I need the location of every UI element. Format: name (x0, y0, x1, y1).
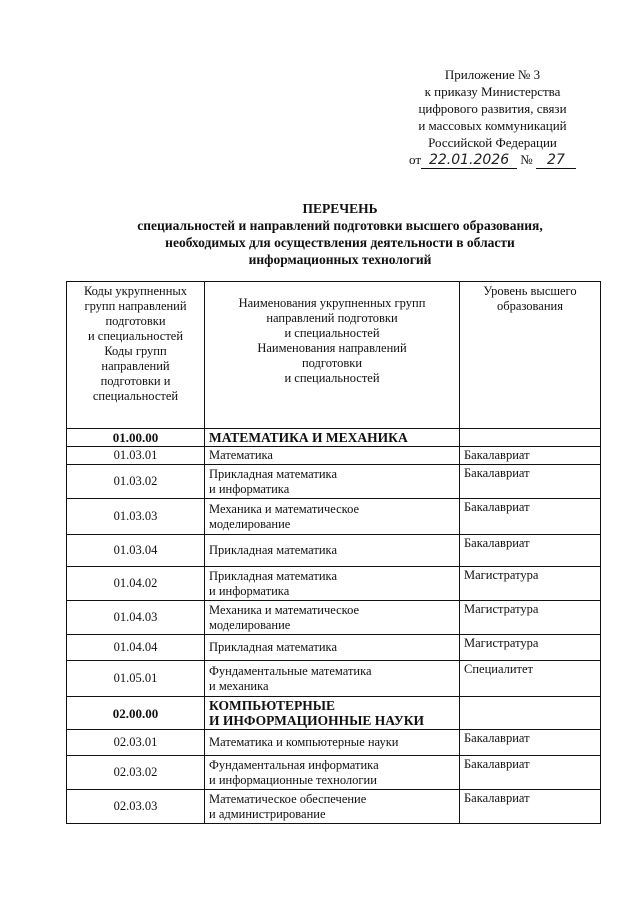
title-line: информационных технологий (248, 252, 432, 267)
order-number-label: № (520, 152, 533, 167)
table-row (67, 730, 601, 756)
name-line: Математика и компьютерные науки (209, 735, 399, 749)
document-title (100, 200, 580, 268)
header-text: Коды укрупненных (83, 284, 188, 298)
name-line: Математика (209, 448, 273, 462)
name-cell (205, 756, 460, 790)
header-text: подготовки (301, 356, 363, 370)
order-line (390, 151, 595, 169)
order-prefix: от (409, 152, 422, 167)
name-line: Механика и математическое (209, 501, 360, 516)
appendix-block (390, 66, 595, 169)
table-body (67, 282, 601, 824)
header-codes (67, 282, 205, 429)
name-cell (205, 567, 460, 601)
name-line: КОМПЬЮТЕРНЫЕ (209, 698, 336, 713)
name-line: Прикладная математика (209, 568, 337, 583)
appendix-line: и массовых коммуникаций (418, 118, 567, 133)
name-cell (205, 447, 460, 465)
group-row (67, 697, 601, 730)
level-cell: Магистратура (460, 567, 601, 601)
code-cell: 01.03.02 (67, 465, 205, 499)
appendix-line: цифрового развития, связи (418, 101, 567, 116)
group-row (67, 429, 601, 447)
name-line: Прикладная математика (209, 640, 337, 654)
level-cell: Бакалавриат (460, 465, 601, 499)
name-cell (205, 601, 460, 635)
header-text: Уровень высшего (483, 284, 577, 298)
code-cell: 02.00.00 (67, 697, 205, 730)
header-text: подготовки (105, 314, 166, 328)
code-cell: 01.03.03 (67, 499, 205, 535)
appendix-line: Российской Федерации (428, 135, 557, 150)
name-line: Прикладная математика (209, 543, 337, 557)
name-line: и информатика (209, 583, 290, 598)
title-line: специальностей и направлений подготовки высшего образования, (137, 218, 543, 233)
name-line: и администрирование (209, 806, 326, 821)
header-text: направлений подготовки (266, 311, 398, 325)
appendix-line: к приказу Министерства (424, 84, 561, 99)
name-line: моделирование (209, 617, 291, 632)
name-line: и механика (209, 678, 269, 693)
table-row (67, 790, 601, 824)
table-row (67, 465, 601, 499)
name-line: И ИНФОРМАЦИОННЫЕ НАУКИ (209, 713, 425, 728)
table-row (67, 499, 601, 535)
header-text: специальностей (92, 389, 179, 403)
header-text: направлений (101, 359, 170, 373)
table-row (67, 661, 601, 697)
title-line: необходимых для осуществления деятельности в области (165, 235, 515, 250)
code-cell: 01.03.01 (67, 447, 205, 465)
header-text: Коды групп (104, 344, 167, 358)
name-line: Механика и математическое (209, 602, 360, 617)
header-text: групп направлений (84, 299, 187, 313)
table-row (67, 635, 601, 661)
table-header-row (67, 282, 601, 429)
name-cell (205, 465, 460, 499)
code-cell: 01.03.04 (67, 535, 205, 567)
level-cell: Бакалавриат (460, 447, 601, 465)
specialties-table (66, 281, 601, 824)
table-row (67, 756, 601, 790)
name-cell (205, 429, 460, 447)
name-cell (205, 697, 460, 730)
header-level (460, 282, 601, 429)
code-cell: 01.05.01 (67, 661, 205, 697)
header-text: и специальностей (284, 371, 380, 385)
header-text: Наименования укрупненных групп (238, 296, 426, 310)
table-row (67, 535, 601, 567)
order-number: 27 (536, 153, 576, 169)
name-line: моделирование (209, 516, 291, 531)
name-cell (205, 790, 460, 824)
code-cell: 01.04.02 (67, 567, 205, 601)
table-row (67, 447, 601, 465)
level-cell: Магистратура (460, 601, 601, 635)
code-cell: 01.04.03 (67, 601, 205, 635)
name-line: Математическое обеспечение (209, 791, 367, 806)
name-line: Фундаментальные математика (209, 663, 372, 678)
header-names (205, 282, 460, 429)
level-cell: Магистратура (460, 635, 601, 661)
name-line: и информатика (209, 481, 290, 496)
table-row (67, 601, 601, 635)
name-cell (205, 661, 460, 697)
header-text: подготовки и (100, 374, 171, 388)
level-cell: Бакалавриат (460, 499, 601, 535)
name-cell (205, 730, 460, 756)
header-text: образования (497, 299, 563, 313)
level-cell: Специалитет (460, 661, 601, 697)
name-cell (205, 535, 460, 567)
name-line: Фундаментальная информатика (209, 757, 379, 772)
header-text: и специальностей (284, 326, 380, 340)
code-cell: 02.03.03 (67, 790, 205, 824)
level-cell: Бакалавриат (460, 730, 601, 756)
name-cell (205, 635, 460, 661)
level-cell (460, 429, 601, 447)
name-line: Прикладная математика (209, 466, 337, 481)
title-line: ПЕРЕЧЕНЬ (302, 201, 378, 216)
appendix-line: Приложение № 3 (444, 67, 541, 82)
level-cell: Бакалавриат (460, 790, 601, 824)
table-row (67, 567, 601, 601)
name-cell (205, 499, 460, 535)
code-cell: 01.00.00 (67, 429, 205, 447)
header-text: и специальностей (87, 329, 184, 343)
level-cell: Бакалавриат (460, 535, 601, 567)
order-date: 22.01.2026 (421, 153, 517, 169)
code-cell: 02.03.01 (67, 730, 205, 756)
name-line: и информационные технологии (209, 772, 377, 787)
code-cell: 02.03.02 (67, 756, 205, 790)
header-text: Наименования направлений (257, 341, 407, 355)
level-cell (460, 697, 601, 730)
name-line: МАТЕМАТИКА И МЕХАНИКА (209, 430, 408, 445)
code-cell: 01.04.04 (67, 635, 205, 661)
level-cell: Бакалавриат (460, 756, 601, 790)
